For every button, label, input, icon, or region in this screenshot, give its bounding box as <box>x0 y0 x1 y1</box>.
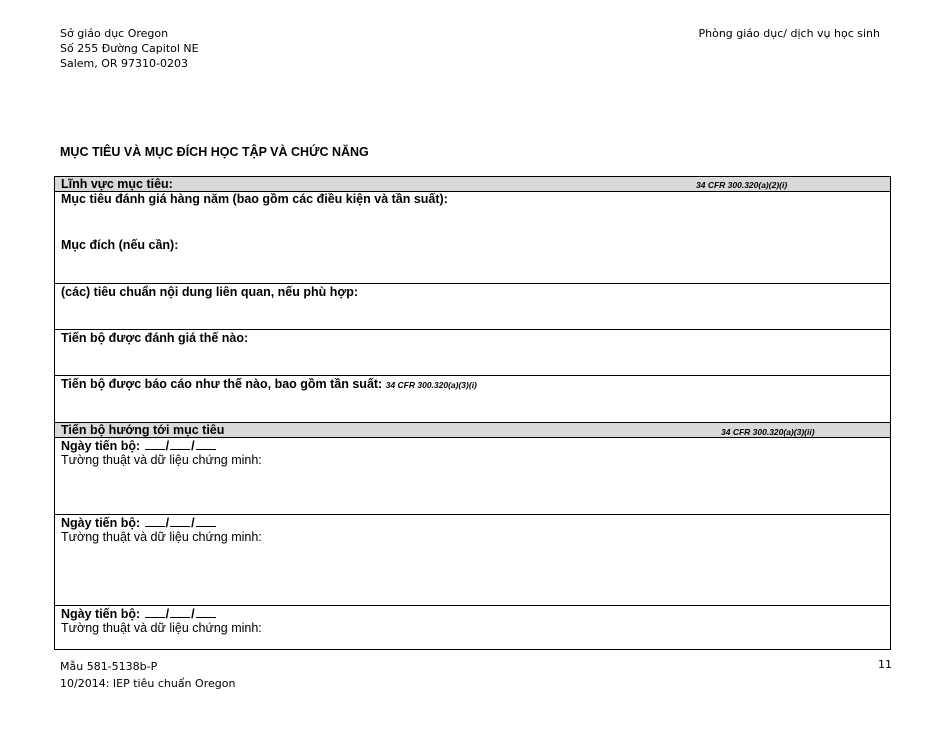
progress-toward-goal-cite: 34 CFR 300.320(a)(3)(ii) <box>721 427 815 437</box>
form-number: Mẫu 581-5138b-P <box>60 660 158 673</box>
org-street: Số 255 Đường Capitol NE <box>60 42 199 55</box>
progress-date-label: Ngày tiến bộ: <box>61 607 141 621</box>
standards-row[interactable] <box>55 283 890 329</box>
progress-reported-cite: 34 CFR 300.320(a)(3)(i) <box>385 380 477 390</box>
objectives-label: Mục đích (nếu cần): <box>61 238 179 252</box>
narrative-label-3: Tường thuật và dữ liệu chứng minh: <box>61 621 262 635</box>
narrative-label-1: Tường thuật và dữ liệu chứng minh: <box>61 453 262 467</box>
date-month-blank[interactable] <box>145 438 165 450</box>
date-month-blank[interactable] <box>145 515 165 527</box>
page-number: 11 <box>878 658 892 671</box>
date-day-blank[interactable] <box>170 606 190 618</box>
date-separator: / <box>191 607 195 621</box>
progress-date-1 <box>61 438 217 453</box>
annual-goal-label: Mục tiêu đánh giá hàng năm (bao gồm các điều kiện và tần suất): <box>61 192 448 206</box>
progress-date-label: Ngày tiến bộ: <box>61 439 141 453</box>
progress-entry-2[interactable] <box>55 514 890 605</box>
progress-reported-row[interactable] <box>55 375 890 422</box>
date-day-blank[interactable] <box>170 515 190 527</box>
goal-area-label: Lĩnh vực mục tiêu: <box>61 177 173 191</box>
progress-measured-label: Tiến bộ được đánh giá thế nào: <box>61 331 249 345</box>
goal-form <box>54 176 891 650</box>
org-name: Sở giáo dục Oregon <box>60 27 169 40</box>
progress-date-2 <box>61 515 217 530</box>
narrative-label-2: Tường thuật và dữ liệu chứng minh: <box>61 530 262 544</box>
progress-measured-row[interactable] <box>55 329 890 375</box>
progress-date-label: Ngày tiến bộ: <box>61 516 141 530</box>
date-separator: / <box>191 439 195 453</box>
date-year-blank[interactable] <box>196 606 216 618</box>
department-name: Phòng giáo dục/ dịch vụ học sinh <box>698 27 880 40</box>
date-year-blank[interactable] <box>196 515 216 527</box>
date-year-blank[interactable] <box>196 438 216 450</box>
progress-toward-goal-row <box>55 422 890 438</box>
progress-toward-goal-label: Tiến bộ hướng tới mục tiêu <box>61 423 225 437</box>
form-date: 10/2014: IEP tiêu chuẩn Oregon <box>60 677 236 690</box>
progress-reported-text: Tiến bộ được báo cáo như thế nào, bao gồm tần suất: <box>61 377 383 391</box>
date-day-blank[interactable] <box>170 438 190 450</box>
progress-entry-3[interactable] <box>55 605 890 649</box>
progress-entry-1[interactable] <box>55 438 890 514</box>
date-separator: / <box>165 607 170 621</box>
date-separator: / <box>165 516 170 530</box>
form-footer <box>60 658 235 692</box>
progress-date-3 <box>61 606 217 621</box>
date-separator: / <box>165 439 170 453</box>
org-city: Salem, OR 97310-0203 <box>60 57 189 70</box>
date-month-blank[interactable] <box>145 606 165 618</box>
goal-area-cite: 34 CFR 300.320(a)(2)(i) <box>696 180 788 190</box>
goal-area-row[interactable] <box>55 177 890 192</box>
org-address <box>60 26 199 71</box>
annual-goal-row[interactable] <box>55 192 890 283</box>
page-title: MỤC TIÊU VÀ MỤC ĐÍCH HỌC TẬP VÀ CHỨC NĂNG <box>60 145 369 159</box>
standards-label: (các) tiêu chuẩn nội dung liên quan, nếu phù hợp: <box>61 285 359 299</box>
date-separator: / <box>191 516 195 530</box>
progress-reported-label <box>61 377 477 391</box>
